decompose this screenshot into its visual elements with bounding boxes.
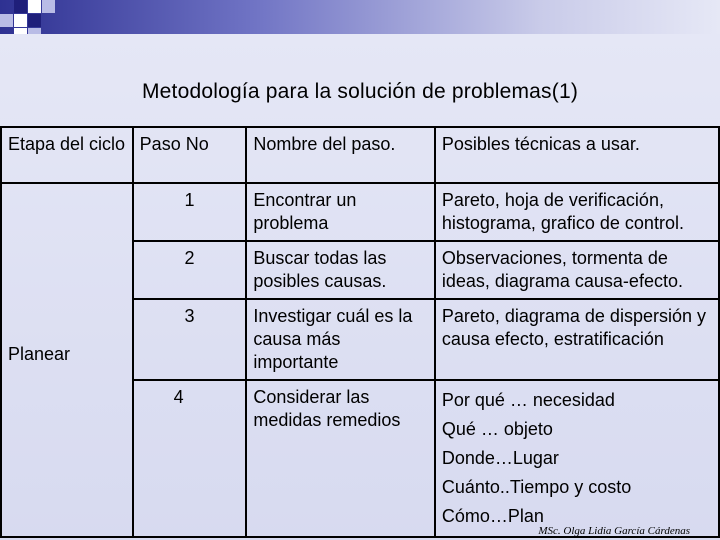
step-techniques: Pareto, diagrama de dispersión y causa efecto, estratificación: [435, 299, 719, 380]
step-techniques: Observaciones, tormenta de ideas, diagrama causa-efecto.: [435, 241, 719, 299]
technique-line: Cómo…Plan: [441, 506, 544, 526]
step-techniques: Pareto, hoja de verificación, histograma, grafico de control.: [435, 183, 719, 241]
step-name: Encontrar un problema: [246, 183, 434, 241]
technique-line: Qué … objeto: [441, 419, 553, 439]
step-number: 4: [133, 380, 247, 537]
technique-line: Donde…Lugar: [441, 448, 559, 468]
table-header-row: [1, 127, 719, 183]
author-credit: MSc. Olga Lidia García Cárdenas: [538, 525, 690, 537]
step-techniques: [435, 380, 719, 537]
header-stage: Etapa del ciclo: [1, 127, 133, 183]
step-name: Investigar cuál es la causa más importante: [246, 299, 434, 380]
stage-cell: [1, 183, 133, 537]
slide-title: Metodología para la solución de problemas(1): [141, 80, 579, 103]
step-name: Buscar todas las posibles causas.: [246, 241, 434, 299]
header-techniques: Posibles técnicas a usar.: [435, 127, 719, 183]
table-row: [1, 183, 719, 241]
top-banner: [0, 0, 720, 34]
stage-value: Planear: [8, 343, 71, 364]
step-name: Considerar las medidas remedios: [246, 380, 434, 537]
header-step-name: Nombre del paso.: [246, 127, 434, 183]
header-step-no: Paso No: [133, 127, 247, 183]
step-number: 1: [133, 183, 247, 241]
technique-line: Por qué … necesidad: [441, 390, 615, 410]
step-number: 3: [133, 299, 247, 380]
step-number: 2: [133, 241, 247, 299]
methodology-table: [0, 126, 720, 538]
technique-line: Cuánto..Tiempo y costo: [441, 477, 632, 497]
